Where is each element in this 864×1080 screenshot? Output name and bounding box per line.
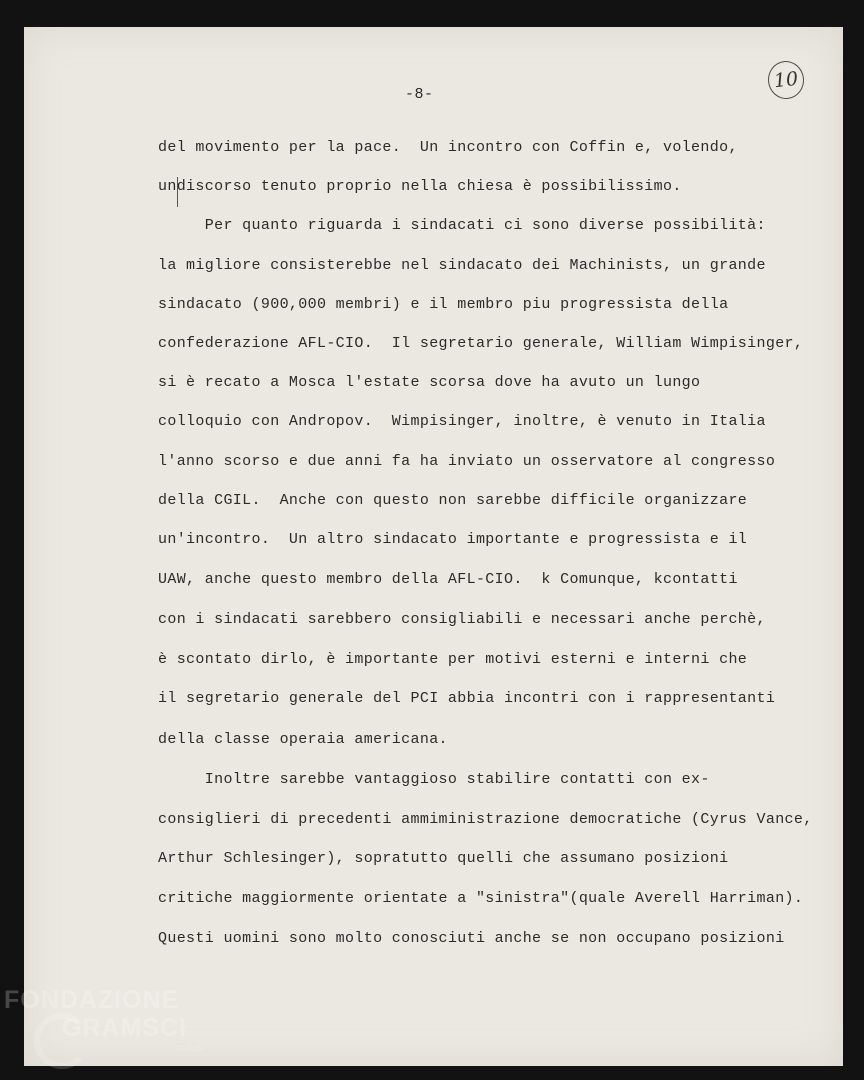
handwritten-page-number-text: 10 xyxy=(772,67,800,93)
text-line: della CGIL. Anche con questo non sarebbe difficile organizzare xyxy=(158,492,748,509)
text-line: il segretario generale del PCI abbia incontri con i rappresentanti xyxy=(158,690,776,707)
text-line: la migliore consisterebbe nel sindacato dei Machinists, un grande xyxy=(158,257,766,274)
watermark-line-1: FONDAZIONE xyxy=(4,986,180,1014)
text-line: UAW, anche questo membro della AFL-CIO. k Comunque, kcontatti xyxy=(158,571,738,588)
text-line: con i sindacati sarebbero consigliabili e necessari anche perchè, xyxy=(158,611,766,628)
text-line: critiche maggiormente orientate a "sinistra"(quale Averell Harriman). xyxy=(158,890,804,907)
text-line: confederazione AFL-CIO. Il segretario generale, William Wimpisinger, xyxy=(158,335,804,352)
watermark-logo-icon xyxy=(34,1013,90,1069)
text-line: Questi uomini sono molto conosciuti anche se non occupano posizioni xyxy=(158,930,785,947)
text-line: undiscorso tenuto proprio nella chiesa è possibilissimo. xyxy=(158,178,682,195)
text-line: Arthur Schlesinger), sopratutto quelli che assumano posizioni xyxy=(158,850,729,867)
text-line: si è recato a Mosca l'estate scorsa dove ha avuto un lungo xyxy=(158,374,701,391)
text-line: un'incontro. Un altro sindacato importante e progressista e il xyxy=(158,531,748,548)
text-line: sindacato (900,000 membri) e il membro piu progressista della xyxy=(158,296,729,313)
text-line: Per quanto riguarda i sindacati ci sono diverse possibilità: xyxy=(158,217,766,234)
text-line: della classe operaia americana. xyxy=(158,731,448,748)
text-line: è scontato dirlo, è importante per motivi esterni e interni che xyxy=(158,651,748,668)
text-line: l'anno scorso e due anni fa ha inviato un osservatore al congresso xyxy=(158,453,776,470)
watermark-line-2: GRAMSCI xyxy=(62,1014,188,1042)
page-number: -8- xyxy=(405,86,434,103)
watermark-line-3: onlus xyxy=(176,1042,203,1054)
fondazione-gramsci-watermark xyxy=(4,986,202,1054)
text-line: colloquio con Andropov. Wimpisinger, inoltre, è venuto in Italia xyxy=(158,413,766,430)
text-line: Inoltre sarebbe vantaggioso stabilire contatti con ex- xyxy=(158,771,710,788)
text-line: consiglieri di precedenti ammiministrazione democratiche (Cyrus Vance, xyxy=(158,811,813,828)
text-line: del movimento per la pace. Un incontro con Coffin e, volendo, xyxy=(158,139,738,156)
